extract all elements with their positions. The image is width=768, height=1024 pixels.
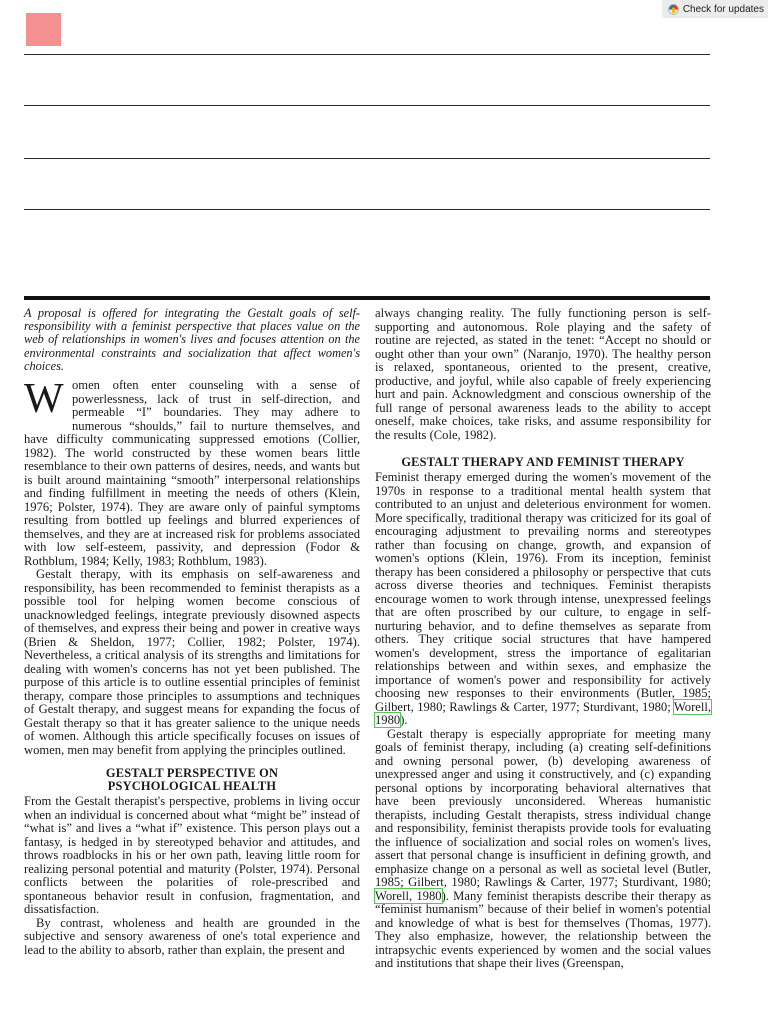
intro-paragraph-wrap [24, 376, 360, 568]
header-rule-3 [24, 158, 710, 159]
heading-gestalt-feminist: GESTALT THERAPY AND FEMINIST THERAPY [401, 455, 685, 469]
check-for-updates-label: Check for updates [682, 3, 764, 15]
heading-line-2: PSYCHOLOGICAL HEALTH [107, 779, 277, 794]
text-run: ). [400, 713, 408, 727]
left-column [24, 307, 360, 957]
header-rule-2 [24, 105, 710, 106]
right-column [375, 307, 711, 971]
header-rule-1 [24, 54, 710, 55]
paragraph-gestalt-recommended: Gestalt therapy, with its emphasis on self-awareness and responsibility, has been recommended to feminist therapists as a possible tool for helping women become conscious of unacknowledged feelings, integrate previously disowned aspects of themselves, and express their being and power in creative ways (Brien & Sheldon, 1977; Collier, 1982; Polster, 1974). Nevertheless, a critical analysis of its strengths and limitations for dealing with women's concerns has not yet been published. The purpose of this article is to outline essential principles of feminist therapy, compare those principles to assumptions and techniques of Gestalt therapy, and suggest means for expanding the focus of Gestalt therapy so that it has greater salience to the unique needs of women. Although this article specifically focuses on issues of women, men may benefit from applying the principles outlined. [24, 567, 360, 757]
heading-gestalt-perspective [24, 767, 360, 793]
citation-link-worell-1980[interactable]: Worell, 1980 [375, 699, 711, 727]
article-top-rule [24, 296, 710, 300]
intro-paragraph: omen often enter counseling with a sense of powerlessness, lack of trust in self-direction, and permeable “I” boundaries. They may adhere to numerous “shoulds,” fail to nurture themselves, and have difficulty communicating suppressed emotions (Collier, 1982). The world constructed by these women bears little resemblance to their own patterns of desires, needs, and wants but is built around maintaining “smooth” interpersonal relationships and finding fulfillment in meeting the needs of others (Klein, 1976; Polster, 1974). They are aware only of painful symptoms resulting from bottled up feelings and blurred experiences of themselves, and they are at increased risk for problems associated with low self-esteem, passivity, and depression (Fodor & Rothblum, 1984; Kelly, 1983; Rothblum, 1983). [24, 378, 360, 568]
paragraph-feminist-therapy [375, 471, 711, 728]
citation-link-worell-1980[interactable]: Worell, 1980 [375, 888, 442, 903]
abstract: A proposal is offered for integrating the Gestalt goals of self-responsibility with a feminist perspective that places value on the web of relationships in women's lives and focuses attention on the environmental constraints and socialization that affect women's choices. [24, 306, 360, 373]
text-run: ). Many feminist therapists describe their therapy as “feminist humanism” because of their belief in women's potential and knowledge of what is best for themselves (Thomas, 1977). They also emphasize, however, the relationship between the intrapsychic events experienced by women and the social values and institutions that shape their lives (Greenspan, [375, 888, 711, 970]
header-rule-4 [24, 209, 710, 210]
paragraph-gestalt-appropriate [375, 728, 711, 971]
paragraph-wholeness: By contrast, wholeness and health are grounded in the subjective and sensory awareness of one's total experience and lead to the ability to absorb, rather than explain, the present and [24, 915, 360, 957]
paragraph-changing-reality: always changing reality. The fully functioning person is self-supporting and autonomous. Role playing and the safety of routine are rejected, as stated in the tenet: “Accept no should or ought other than your own” (Naranjo, 1970). The healthy person is relaxed, spontaneous, oriented to the present, creative, productive, and joyful, while also capable of freely experiencing hurt and pain. Acknowledgment and conscious ownership of the full range of personal awareness leads to the ability to accept oneself, make choices, take risks, and assume responsibility for the results (Cole, 1982). [375, 306, 711, 442]
drop-cap: W [24, 376, 64, 423]
text-run: Gestalt therapy is especially appropriate for meeting many goals of feminist therapy, including (a) creating self-definitions and owning personal power, (b) developing awareness of unexpressed anger and using it constructively, and (c) expanding personal options by incorporating behavioral alternatives that have been previously unconsidered. Whereas humanistic therapists, including Gestalt therapists, stress individual change and responsibility, feminist therapists provide tools for evaluating the influence of socialization and social roles on women's lives, assert that personal change is insufficient in defining growth, and emphasize change on a personal as well as societal level (Butler, 1985; Gilbert, 1980; Rawlings & Carter, 1977; Sturdivant, 1980; [375, 726, 711, 889]
text-run: Feminist therapy emerged during the women's movement of the 1970s in response to a traditional mental health system that contributed to an unjust and deleterious environment for women. More specifically, traditional therapy was criticized for its goal of encouraging adjustment to prevailing norms and stereotypes rather than focusing on change, growth, and expansion of women's options (Klein, 1976). From its inception, feminist therapy has been considered a philosophy or perspective that cuts across diverse theories and techniques. Feminist therapists encourage women to work through intense, unexpressed feelings that are often proscribed by our culture, to engage in self-nurturing behavior, and to define themselves as separate from others. They critique social structures that have hampered women's development, stress the importance of egalitarian relationships between and within sexes, and emphasize the importance of women's power and responsibility for actively choosing new responses to their environments (Butler, 1985; Gilbert, 1980; Rawlings & Carter, 1977; Sturdivant, 1980; [375, 470, 711, 714]
check-for-updates-button[interactable] [662, 0, 768, 18]
paragraph-problems-in-living: From the Gestalt therapist's perspective, problems in living occur when an individual is concerned about what “might be” instead of “what is” and lives a “what if” existence. This person plays out a fantasy, is hedged in by stereotyped behavior and attitudes, and throws roadblocks in his or her own path, leaving little room for realizing personal potential and maturity (Polster, 1974). Personal conflicts between the polarities of role-prescribed and spontaneous behavior result in confusion, fragmentation, and dissatisfaction. [24, 794, 360, 917]
heading-line-1: GESTALT PERSPECTIVE ON [105, 766, 279, 781]
journal-logo-square [26, 13, 61, 46]
crossmark-icon [668, 4, 679, 15]
